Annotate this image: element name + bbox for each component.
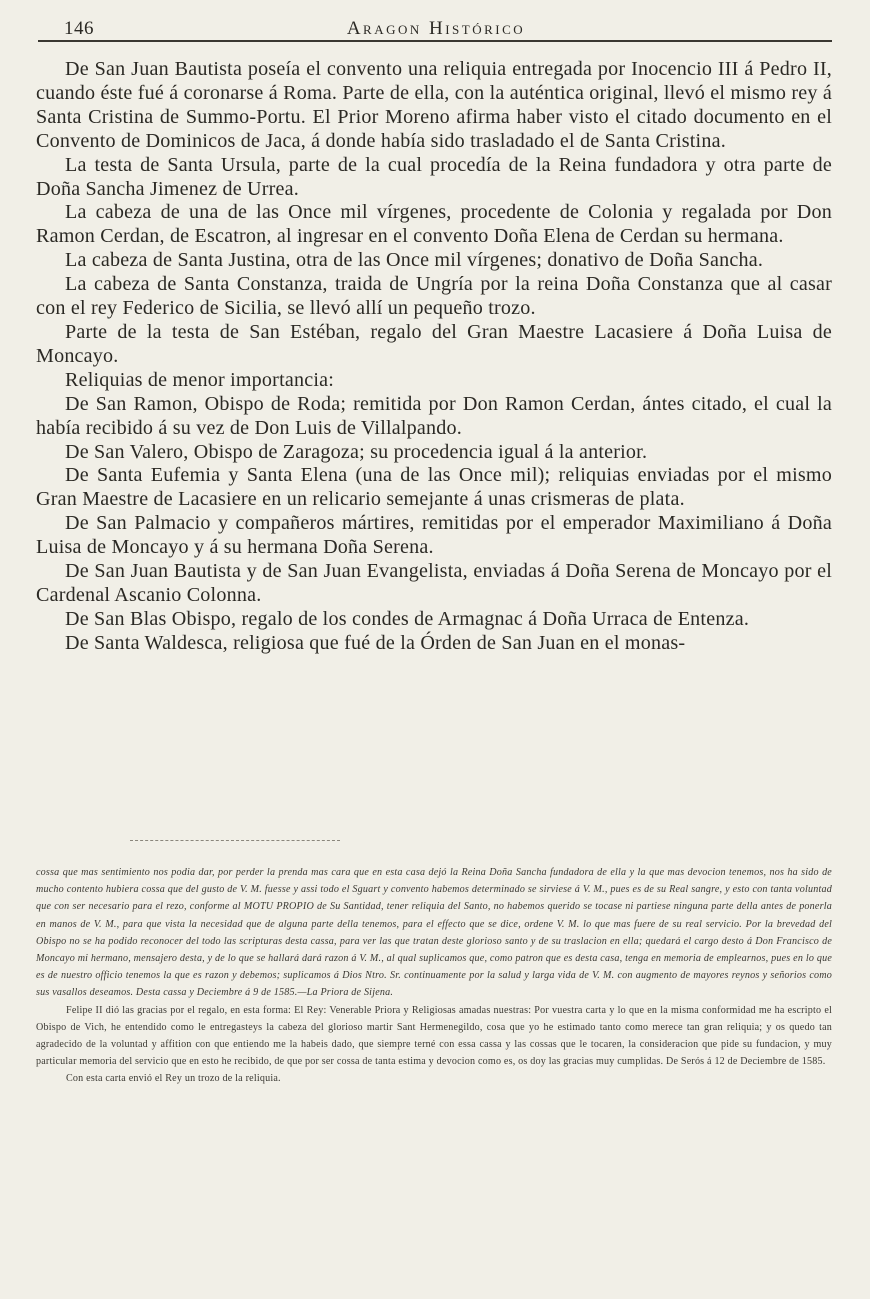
paragraph: La cabeza de Santa Justina, otra de las Once mil vírgenes; donativo de Doña Sancha. <box>65 249 764 272</box>
header-rule <box>38 40 832 42</box>
paragraph: De San Blas Obispo, regalo de los condes de Armagnac á Doña Urraca de Entenza. <box>65 607 750 630</box>
paragraph: La cabeza de una de las Once mil vírgenes, procedente de Colonia y regalada por Don Ramon Cerdan, de Escatron, al ingresar en el convento Doña Elena de Cerdan su hermana. <box>36 201 832 248</box>
paragraph: Reliquias de menor importancia: <box>65 368 335 391</box>
paragraph: De San Valero, Obispo de Zaragoza; su procedencia igual á la anterior. <box>65 440 648 463</box>
paragraph: De San Palmacio y compañeros mártires, remitidas por el emperador Maximiliano á Doña Luisa de Moncayo y á su hermana Doña Serena. <box>36 512 832 559</box>
footnote-paragraph: Felipe II dió las gracias por el regalo, en esta forma: El Rey: Venerable Priora y Religiosas amadas nuestras: Por vuestra carta y lo que en la misma conformidad me ha escripto el Obispo de Vich, he entendido como le entregasteys la cabeza del glorioso martir Sant Hermenegildo, cosa que yo he estimado tanto como merece tan gran reliquia; y os quedo tan agradecido de la voluntad y affition con que entiendo me la habeis dado, que siempre terné con essa cassa y las cossas que le tocaren, la consideracion que pide su fundacion, y muy particular memoria del servicio que en esto he recibido, de que por ser cossa de tanta estima y devocion como es, os doy las gracias muy cumplidas. De Serós á 12 de Deciembre de 1585. <box>36 1004 832 1068</box>
paragraph: De Santa Eufemia y Santa Elena (una de las Once mil); reliquias enviadas por el mismo Gran Maestre de Lacasiere en un relicario semejante á unas crismeras de plata. <box>36 464 832 511</box>
footnote-paragraph: cossa que mas sentimiento nos podia dar, por perder la prenda mas cara que en esta casa dejó la Reina Doña Sancha fundadora de ella y la que mas devocion tenemos, nos ha sido de mucho contento hubiera cossa que del gusto de V. M. fuesse y assi todo el Sguart y convento habemos determinado se sirviese á V. M., pues es de su Real sangre, y esto con tanta voluntad que con ser necesario para el rezo, conforme al MOTU PROPIO de Su Santidad, tener reliquia del Santo, no habemos querido se tocase ni partiese ninguna parte della antes de ponerla en manos de V. M., para que vista la necesidad que de alguna parte della tenemos, para el effecto que se dice, ordene V. M. lo que mas fuere de su real servicio. Por la brevedad del Obispo no se ha podido reconocer del todo las scripturas desta cassa, para ver las que tratan deste glorioso santo y de su traslacion en ella; quedará el cargo desto á Don Francisco de Moncayo mi hermano, mensajero desta, y de lo que se hallará dará razon á V. M., al qual suplicamos que, como patron que es desta casa, tenga en memoria de emplearnos, pues en lo que es de nuestro officio tenemos la que es razon y debemos; suplicamos á Dios Ntro. Sr. continuamente por la salud y larga vida de V. M. con augmento de mayores reynos y señorios como sus vasallos deseamos. Desta cassa y Deciembre á 9 de 1585.—La Priora de Sijena. <box>36 867 832 999</box>
paragraph: De San Ramon, Obispo de Roda; remitida por Don Ramon Cerdan, ántes citado, el cual la había recibido á su vez de Don Luis de Villalpando. <box>36 392 832 439</box>
paragraph: La cabeza de Santa Constanza, traida de Ungría por la reina Doña Constanza que al casar con el rey Federico de Sicilia, se llevó allí un pequeño trozo. <box>36 273 832 320</box>
paragraph: Parte de la testa de San Estéban, regalo del Gran Maestre Lacasiere á Doña Luisa de Moncayo. <box>36 320 832 367</box>
footnotes <box>36 864 832 1088</box>
main-text <box>36 58 832 656</box>
footnote-paragraph: Con esta carta envió el Rey un trozo de la reliquia. <box>66 1073 281 1085</box>
footnote-separator <box>130 840 340 841</box>
page-header <box>38 14 834 40</box>
paragraph: De Santa Waldesca, religiosa que fué de la Órden de San Juan en el monas- <box>65 631 686 654</box>
page-number: 146 <box>64 18 94 39</box>
paragraph: De San Juan Bautista y de San Juan Evangelista, enviadas á Doña Serena de Moncayo por el Cardenal Ascanio Colonna. <box>36 560 832 606</box>
paragraph: La testa de Santa Ursula, parte de la cual procedía de la Reina fundadora y otra parte de Doña Sancha Jimenez de Urrea. <box>36 153 832 200</box>
paragraph: De San Juan Bautista poseía el convento una reliquia entregada por Inocencio III á Pedro II, cuando éste fué á coronarse á Roma. Parte de ella, con la auténtica original, llevó el mismo rey á Santa Cristina de Summo-Portu. El Prior Moreno afirma haber visto el citado documento en el Convento de Dominicos de Jaca, á donde había sido trasladado el de Santa Cristina. <box>36 58 832 152</box>
running-title: Aragon Histórico <box>346 18 526 39</box>
